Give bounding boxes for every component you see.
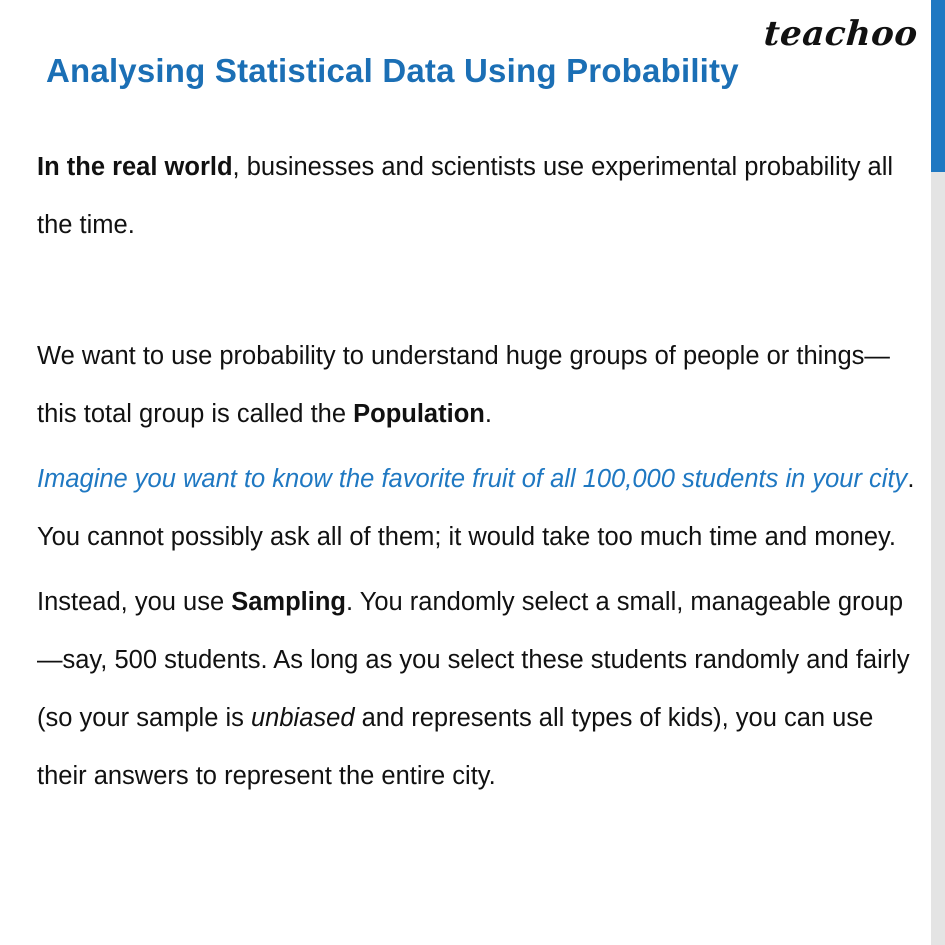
population-text-start: We want to use probability to understand huge groups of people or things—this total group is called the [37,342,890,428]
paragraph-sampling [37,573,917,805]
sampling-text-middle: . You randomly select a small, manageable group—say, 500 students. As long as you select these students randomly and fairly (so your sample is [37,588,910,732]
real-world-text: , businesses and scientists use experimental probability all the time. [37,153,894,239]
example-text: . You cannot possibly ask all of them; it would take too much time and money. [37,465,915,551]
paragraph-real-world [37,138,917,254]
side-bar-accent [931,0,945,172]
sampling-text-end: and represents all types of kids), you can use their answers to represent the entire city. [37,704,874,790]
real-world-bold: In the real world [37,153,233,181]
example-italic: Imagine you want to know the favorite fruit of all 100,000 students in your city [37,465,908,493]
unbiased-italic: unbiased [251,704,355,732]
sampling-bold: Sampling [231,588,346,616]
main-content [37,138,917,805]
sampling-text-start: Instead, you use [37,588,232,616]
paragraph-population [37,327,917,443]
population-bold: Population [353,400,485,428]
population-text-end: . [484,400,492,428]
page-title: Analysing Statistical Data Using Probability [46,52,739,89]
paragraph-example [37,450,917,566]
teachoo-logo: teachoo [762,14,920,54]
